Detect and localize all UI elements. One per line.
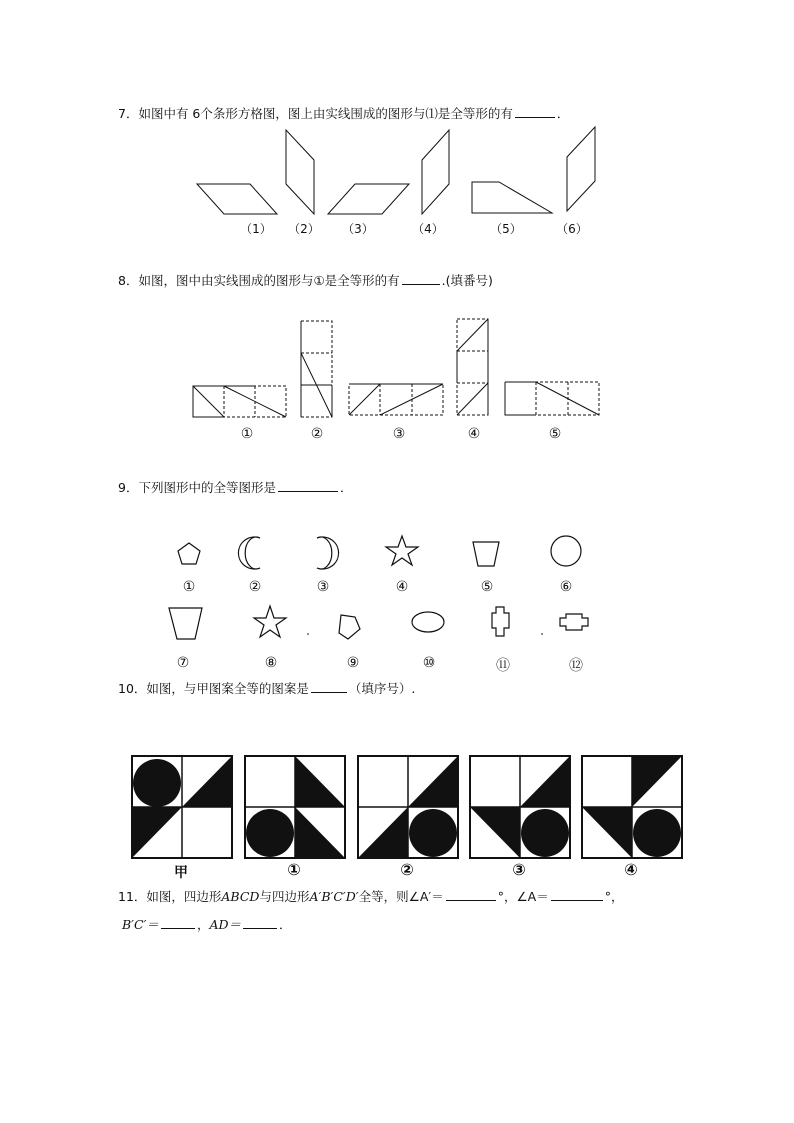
q7-answer-blank[interactable] [515,105,555,118]
q10-label-3: ③ [512,860,526,879]
q8-shape-3 [349,384,443,415]
q8-shape-5 [505,382,599,415]
q7-figure [190,125,610,225]
q9-label-9: ⑨ [346,655,360,671]
q10-prefix: 10．如图，与甲图案全等的图案是 [118,681,309,696]
crescent-left [238,537,260,569]
q7-ref: ⑴ [425,106,438,121]
q8-figure [190,315,610,425]
q8-label-3: ③ [392,426,406,442]
q8-shape-1 [193,386,286,417]
q9-label-2: ② [248,579,262,595]
q7-suffix: 是全等形的有 [437,106,513,121]
q10-label-4: ④ [624,860,638,879]
ellipse [412,612,444,632]
q7-end: ． [556,106,570,121]
q8-prefix: 8．如图，图中由实线围成的图形与①是全等形的有 [118,273,400,288]
q10-answer-blank[interactable] [311,680,347,693]
q10-pattern-1 [245,756,345,858]
q9-label-6: ⑥ [559,579,573,595]
q11-angle-a-blank[interactable] [551,888,603,901]
q8-shape-2 [301,321,332,417]
q9-label-10: ⑩ [422,655,436,671]
q9-figure [160,530,610,645]
star-2 [254,606,286,637]
question-9-text [118,478,352,496]
q7-prefix: 7．如图中有 6个条形方格图，图上由实线围成的图形与 [118,106,426,121]
question-7-text [118,104,569,122]
q9-label-8: ⑧ [264,655,278,671]
q7-shape-4 [422,130,449,214]
q11-abcd: ABCD [221,889,260,904]
question-11-line-1 [118,887,624,905]
q10-label-2: ② [400,860,414,879]
q11-bc-prime: B′C′＝ [122,917,159,932]
q11-angle-a-prime-blank[interactable] [446,888,496,901]
q8-shape-4 [457,319,488,415]
pentagon-small-1 [178,543,200,564]
q7-label-1: （1） [240,222,272,236]
q9-answer-blank[interactable] [278,479,338,492]
question-8-text [118,271,493,289]
q11-text-e: 全等，则∠A′＝ [358,889,444,904]
q8-answer-blank[interactable] [402,272,440,285]
q7-shape-1 [197,184,277,214]
q7-shape-2 [286,130,314,214]
circle-1 [551,536,581,566]
q8-label-5: ⑤ [548,426,562,442]
q11-text-f: °，∠A＝ [497,889,549,904]
q7-label-5: （5） [490,222,522,236]
q9-label-11: ⑪ [496,658,510,674]
q8-label-2: ② [310,426,324,442]
q7-label-2: （2） [288,222,320,236]
q9-label-5: ⑤ [480,579,494,595]
q9-label-7: ⑦ [176,655,190,671]
q10-pattern-jia [132,756,232,858]
q10-label-1: ① [287,860,301,879]
q11-ad: AD＝ [209,917,242,932]
q11-abcd-prime: A′B′C′D′ [309,889,359,904]
q8-label-1: ① [240,426,254,442]
q9-prefix: 9．下列图形中的全等图形是 [118,480,276,495]
q10-pattern-3 [470,756,570,858]
pentagon-2 [339,615,360,639]
q8-label-4: ④ [467,426,481,442]
q9-label-1: ① [182,579,196,595]
q10-figure [130,754,690,860]
q11-end: ． [279,917,292,932]
q10-pattern-2 [358,756,458,858]
q9-label-12: ⑫ [569,658,583,674]
q11-bc-blank[interactable] [161,916,195,929]
q9-label-3: ③ [316,579,330,595]
q7-shape-3 [328,184,409,214]
q7-shape-5 [472,182,552,213]
question-10-text [118,679,415,697]
q7-shape-6 [567,127,595,211]
cross-shape-1 [492,607,509,636]
cross-shape-2 [560,614,588,630]
star-1 [386,536,418,565]
q7-label-4: （4） [412,222,444,236]
q7-label-6: （6） [556,222,588,236]
q11-text-g: °， [604,889,624,904]
trapezoid-2 [169,608,202,639]
q10-pattern-4 [582,756,682,858]
q11-text-c: 与四边形 [259,889,310,904]
q10-suffix: （填序号）. [348,681,416,696]
question-11-line-2 [122,915,292,933]
q11-sep: ， [196,917,210,932]
trapezoid-1 [473,542,499,566]
q11-ad-blank[interactable] [243,916,277,929]
q9-label-4: ④ [395,579,409,595]
q10-label-jia: 甲 [174,865,188,881]
q8-suffix: .(填番号) [441,273,493,288]
q9-end: ． [339,480,353,495]
q11-text-a: 11．如图，四边形 [118,889,222,904]
crescent-right [317,537,339,569]
q7-label-3: （3） [342,222,374,236]
